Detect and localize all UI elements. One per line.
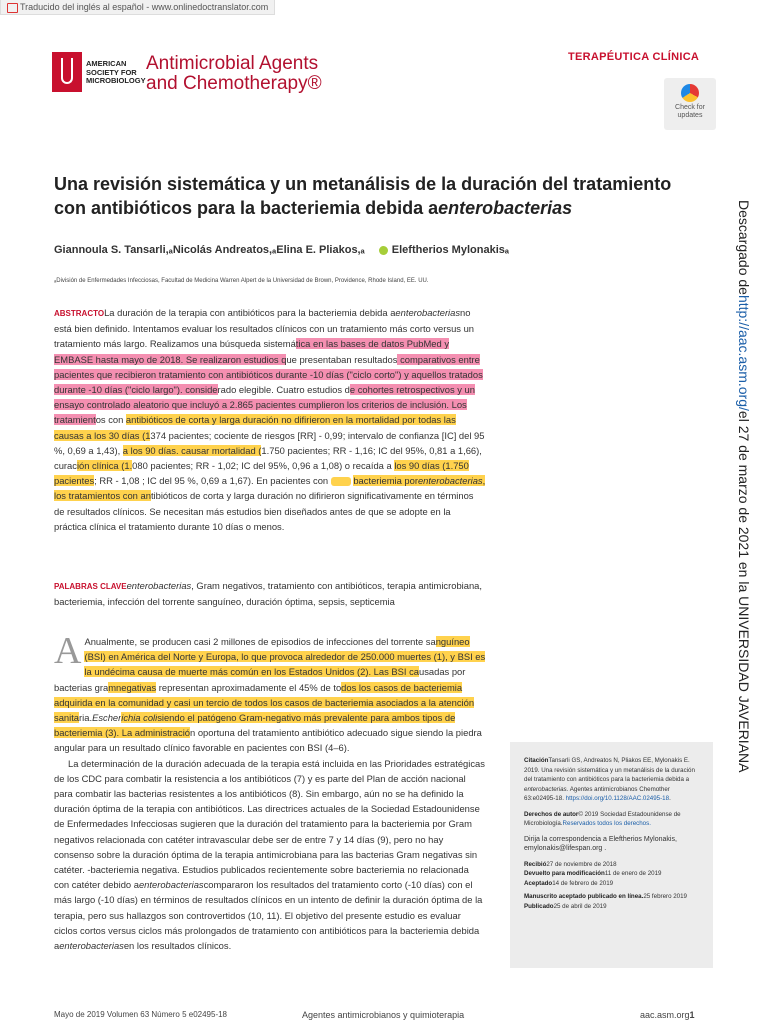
- highlight-yellow: a los 90 días. causar mortalidad (: [122, 444, 262, 456]
- highlight-yellow: dos los casos de bacteriemia adquirida en la comunidad y casi un tercio de todos los casos de bacteriemia asociados a la atención sanita: [54, 681, 475, 724]
- title-text: Una revisión sistemática y un metanálisis de la duración del tratamiento con antibióticos para la bacteriemia debida a: [54, 174, 672, 218]
- intro-text: compararon los resultados del tratamiento corto (-10 días) con el más largo (-10 días) en términos de resultados clínicos en un intento de definir la duración óptima de la terapia, pero sus hallazgos son controvertidos (10, 11). El objetivo del presente estudio es evaluar ciclos cortos versus ciclos más prolongados de tratamiento con antibióticos para la bacteriemia debida a: [54, 879, 483, 952]
- download-notice-text: [736, 200, 752, 772]
- society-line: SOCIETY FOR: [86, 67, 137, 77]
- abstract-text: os con: [95, 414, 126, 426]
- intro-italic: enterobacterias: [59, 940, 124, 952]
- society-name: [86, 60, 146, 86]
- orcid-icon[interactable]: [379, 246, 388, 255]
- intro-text: Anualmente, se producen casi 2 millones de episodios de infecciones del torrente sa: [84, 636, 436, 647]
- highlight-pink: tica en las bases de datos PubMed y EMBASE hasta mayo de 2018. Se realizaron estudios q: [54, 338, 450, 365]
- keywords-text: , Gram negativos, tratamiento con antibióticos, terapia antimicrobiana, bacteriemia, infección del torrente sanguíneo, duración óptima, sepsis, septicemia: [54, 580, 482, 608]
- introduction: [54, 630, 486, 953]
- received-label: Recibió: [524, 860, 547, 868]
- article-title: [54, 172, 694, 220]
- intro-paragraph-2: [54, 756, 486, 954]
- abstract-text: ; RR - 1,08 ; IC del 95 %, 0,69 a 1,67). En pacientes con: [94, 475, 331, 487]
- intro-text: n oportuna del tratamiento antibiótico adecuado sigue siendo la piedra angular para un resultado clínico favorable en pacientes con BSI (4–6).: [54, 727, 482, 754]
- download-notice: [735, 200, 765, 900]
- abstract-italic: enterobacterias: [395, 307, 461, 318]
- affiliation: ₐDivisión de Enfermedades Infecciosas, Facultad de Medicina Warren Alpert de la Universidad de Brown, Providence, Rhode Island, EE. UU.: [54, 278, 429, 284]
- highlight-yellow-italic: enterobacterias: [417, 475, 483, 487]
- footer-journal: Agentes antimicrobianos y quimioterapia: [302, 1010, 465, 1020]
- download-suffix: el 27 de marzo de 2021 en la UNIVERSIDAD JAVERIANA: [736, 410, 752, 773]
- keywords: [54, 578, 494, 609]
- abstract-text: 1.750 pacientes; RR - 1,16; IC del 95%, 0,81 a 1,66), curac: [54, 444, 482, 472]
- copyright: [524, 810, 699, 829]
- highlight-yellow: bacteriemia por: [353, 475, 418, 487]
- section-label: TERAPÉUTICA CLÍNICA: [568, 51, 700, 63]
- doi-link[interactable]: https://doi.org/10.1128/AAC.02495-18: [565, 795, 670, 802]
- received: [524, 860, 699, 870]
- abstract-text: rado elegible. Cuatro estudios d: [217, 384, 350, 396]
- society-line: AMERICAN: [86, 59, 127, 68]
- citation-text: Tansarli GS, Andreatos N, Pliakos EE, Mylonakis E. 2019. Una revisión sistemática y un metanálisis de la duración del tratamiento con antibióticos para la bacteriemia debida a: [524, 757, 695, 783]
- intro-text: La determinación de la duración adecuada de la terapia está incluida en las Prioridades estratégicas de los CDC para combatir la resistencia a los antibióticos (7) y es parte del Plan de acción nacional para combatir las bacterias resistentes a los antibióticos (8). Sin embargo, aún no se ha definido la duración óptima de la terapia con antibióticos. Las directrices actuales de la Sociedad Estadounidense de Enfermedades Infecciosas sugieren que la duración del tratamiento para la bacteriemia por Gram negativos relacionada con catéter intravascular debe ser de entre 7 y 14 días (9), pero no hay consenso sobre la duración óptima de la terapia antimicrobiana para las bacterias Gram negativas sin catéter. -bacteriemia negativa. Estudios publicados recientemente sobre bacteriemia no relacionada con catéter debido a: [54, 757, 485, 891]
- modified-date: 11 de enero de 2019: [604, 870, 662, 877]
- highlight-marker: [331, 477, 351, 486]
- translation-banner-text: Traducido del inglés al español - www.onlinedoctranslator.com: [20, 2, 269, 12]
- received-date: 27 de noviembre de 2018: [546, 860, 617, 868]
- crossmark-icon: [681, 84, 699, 102]
- intro-text: usadas por bacterias gra: [54, 666, 466, 693]
- highlight-pink: e cohortes retrospectivos y un ensayo controlado aleatorio que incluyó a 2.865 pacientes cumplieron los criterios de inclusión. Los tratamient: [54, 384, 475, 426]
- accepted: [524, 879, 699, 889]
- online: [524, 892, 699, 902]
- abstract-text: La duración de la terapia con antibióticos para la bacteriemia debida a: [104, 307, 396, 318]
- intro-paragraph-1: [54, 630, 486, 756]
- author-last: Eleftherios Mylonakisₐ: [391, 244, 510, 256]
- check-label: Check for updates: [675, 104, 705, 119]
- intro-italic: enterobacterias: [138, 879, 204, 891]
- citation-italic: enterobacterias.: [524, 785, 569, 793]
- intro-text: ria.: [79, 712, 93, 724]
- citation-label: Citación: [524, 757, 549, 764]
- highlight-yellow: antibióticos de corta y larga duración no difirieron en la mortalidad por todas las causas a los 30 días (1: [54, 414, 456, 441]
- intro-text: en los resultados clínicos.: [123, 940, 232, 952]
- abstract-text: no está bien definido. Intentamos evaluar los resultados clínicos con un tratamiento más corto versus un tratamiento más largo. Realizamos una búsqueda sistemá: [54, 307, 475, 350]
- intro-text: representan aproximadamente el 45% de to: [156, 681, 342, 693]
- abstract-text: tibióticos de corta y larga duración no difirieron significativamente en términos de resultados clínicos. Se necesitan más estudios bien diseñados antes de que se adopte en la práctica clínica el tratamiento durante 10 días o menos.: [54, 490, 474, 532]
- published-label: Publicado: [524, 902, 554, 910]
- online-label: Manuscrito aceptado publicado en línea.: [524, 893, 644, 900]
- author-list: [54, 244, 694, 256]
- translation-banner[interactable]: [0, 0, 275, 15]
- abstract-text: 374 pacientes; cociente de riesgos [RR] - 0,99; intervalo de confianza [IC] del 95 %, 0,69 a 1,43),: [54, 429, 485, 456]
- footer-issue: Mayo de 2019 Volumen 63 Número 5 e02495-18: [54, 1010, 228, 1019]
- article-info-box: [510, 742, 713, 968]
- society-line: MICROBIOLOGY: [86, 76, 146, 85]
- abstract-text: ue presentaban resultados: [286, 353, 398, 365]
- highlight-yellow: los 90 días (1.750 pacientes: [54, 460, 469, 487]
- highlight-yellow: mnegativas: [108, 681, 157, 693]
- footer-url: aac.asm.org: [640, 1010, 690, 1020]
- highlight-yellow: siendo el patógeno Gram-negativo más prevalente para ambos tipos de bacteriemia (3). La administració: [54, 712, 456, 739]
- highlight-yellow: ión clínica (1.: [76, 460, 133, 472]
- abstract: [54, 305, 486, 534]
- asm-logo-icon: [52, 52, 82, 92]
- page-number: 1: [689, 1010, 695, 1020]
- citation-text: Agentes antimicrobianos Chemother 63:e02495-18.: [524, 785, 670, 802]
- highlight-pink: comparativos entre pacientes que recibieron tratamiento con antibióticos durante -10 días ("ciclo corto") y aquellos tratados durante -10 días ("ciclo largo"). conside: [54, 353, 483, 396]
- footer-site: [640, 1010, 695, 1020]
- rights-link[interactable]: Reservados todos los derechos.: [562, 820, 651, 827]
- authors-text: Giannoula S. Tansarli,ₐNicolás Andreatos,ₐElina E. Pliakos,ₐ: [54, 244, 365, 256]
- drop-cap: A: [54, 630, 82, 672]
- highlight-yellow: nguíneo (BSI) en América del Norte y Europa, lo que provoca alrededor de 250.000 muertes (1), y BSI es la undécima causa de muerte más común en los Estados Unidos (2). Las BSI ca: [84, 636, 486, 678]
- download-prefix: Descargado de: [736, 200, 752, 295]
- title-italic: enterobacterias: [438, 198, 573, 218]
- journal-title: Antimicrobial Agents and Chemotherapy®: [146, 53, 322, 94]
- published: [524, 902, 699, 912]
- highlight-yellow: , los tratamientos con an: [54, 475, 486, 502]
- check-for-updates-badge[interactable]: [664, 78, 716, 130]
- abstract-label: ABSTRACTO: [54, 309, 105, 318]
- keywords-label: PALABRAS CLAVE: [54, 582, 127, 591]
- accepted-label: Aceptado: [524, 879, 553, 887]
- accepted-date: 14 de febrero de 2019: [552, 879, 614, 887]
- keyword-italic: enterobacterias: [126, 580, 192, 591]
- copyright-text: © 2019 Sociedad Estadounidense de Microbiología.: [524, 810, 681, 827]
- correspondence: Dirija la correspondencia a Eleftherios Mylonakis, emylonakis@lifespan.org .: [524, 835, 677, 852]
- modified-label: Devuelto para modificación: [524, 870, 605, 877]
- online-date: 25 febrero 2019: [643, 893, 688, 900]
- download-link[interactable]: http://aac.asm.org/: [736, 294, 752, 411]
- intro-italic: Escher: [92, 712, 122, 724]
- pdf-icon: [7, 3, 18, 13]
- citation: CitaciónTansarli GS, Andreatos N, Pliakos EE, Mylonakis E. 2019. Una revisión sistemática y un metanálisis de la duración del tratamiento con antibióticos para la bacteriemia debida a enterobacterias. Agentes antimicrobianos Chemother 63:e02495-18. https://doi.org/10.1128/AAC.02495-18.: [524, 757, 695, 802]
- copyright-label: Derechos de autor: [524, 810, 579, 818]
- abstract-text: 080 pacientes; RR - 1,02; IC del 95%, 0,96 a 1,08) o recaída a: [132, 460, 395, 472]
- modified: [524, 869, 699, 879]
- highlight-yellow-italic: ichia coli: [121, 712, 158, 724]
- published-date: 25 de abril de 2019: [553, 902, 607, 910]
